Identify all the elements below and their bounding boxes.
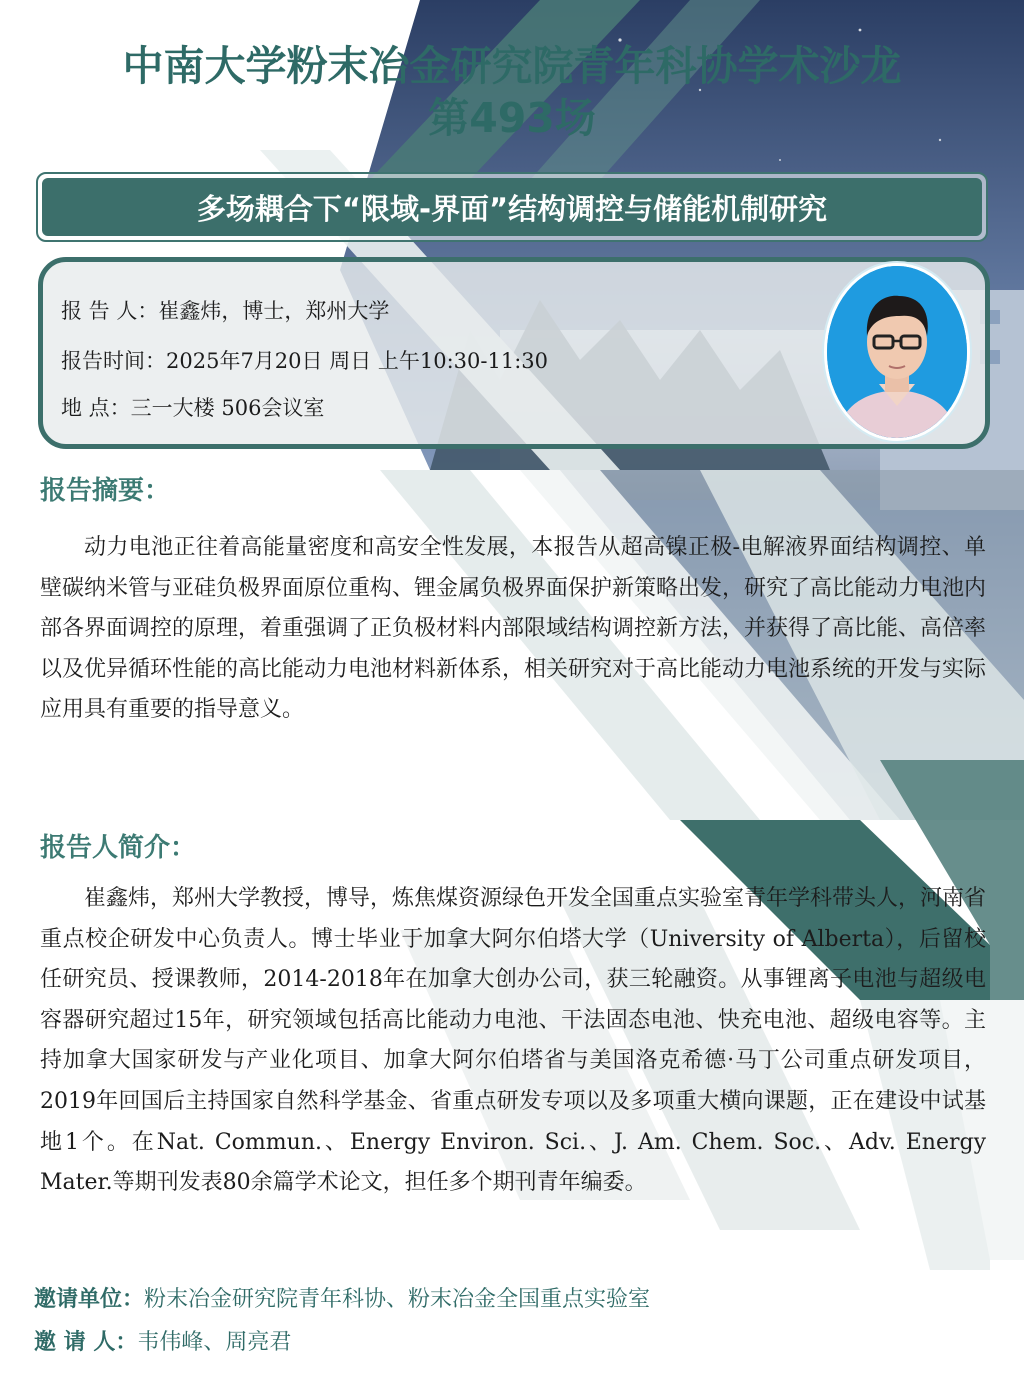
time-info: 报告时间：2025年7月20日 周日 上午10:30-11:30 — [61, 349, 549, 373]
inviter-value: 韦伟峰、周亮君 — [137, 1330, 292, 1355]
inviter — [34, 1325, 291, 1356]
inviting-organization — [34, 1282, 650, 1313]
topic-title: 多场耦合下“限域-界面”结构调控与储能机制研究 — [42, 178, 982, 236]
abstract-heading: 报告摘要： — [40, 476, 171, 506]
inviter-label: 邀 请 人： — [34, 1330, 138, 1355]
speaker-portrait — [827, 266, 967, 438]
bio-text: 崔鑫炜，郑州大学教授，博导，炼焦煤资源绿色开发全国重点实验室青年学科带头人，河南省重点校企研发中心负责人。博士毕业于加拿大阿尔伯塔大学（University of Alberta），后留校任研究员、授课教师，2014-2018年在加拿大创办公司，获三轮融资。从事锂离子电池与超级电容器研究超过15年，研究领域包括高比能动力电池、干法固态电池、快充电池、超级电容等。主持加拿大国家研发与产业化项目、加拿大阿尔伯塔省与美国洛克希德·马丁公司重点研发项目，2019年回国后主持国家自然科学基金、省重点研发专项以及多项重大横向课题，正在建设中试基地1个。在Nat. Commun.、Energy Environ. Sci.、J. Am. Chem. Soc.、Adv. Energy Mater.等期刊发表80余篇学术论文，担任多个期刊青年编委。 — [40, 886, 987, 1196]
poster-title: 中南大学粉末冶金研究院青年科协学术沙龙 — [122, 42, 902, 90]
topic-banner — [36, 172, 988, 242]
location-info: 地 点：三一大楼 506会议室 — [61, 396, 325, 420]
speaker-info: 报 告 人：崔鑫炜，博士，郑州大学 — [61, 299, 390, 323]
inviting-organization-value: 粉末冶金研究院青年科协、粉末冶金全国重点实验室 — [144, 1287, 651, 1312]
portrait-illustration — [827, 266, 967, 438]
inviting-organization-label: 邀请单位： — [34, 1287, 145, 1312]
session-number: 第493场 — [428, 94, 596, 142]
abstract-text: 动力电池正往着高能量密度和高安全性发展，本报告从超高镍正极-电解液界面结构调控、单壁碳纳米管与亚硅负极界面原位重构、锂金属负极界面保护新策略出发，研究了高比能动力电池内部各界面调控的原理，着重强调了正负极材料内部限域结构调控新方法，并获得了高比能、高倍率以及优异循环性能的高比能动力电池材料新体系，相关研究对于高比能动力电池系统的开发与实际应用具有重要的指导意义。 — [40, 535, 987, 723]
bio-heading: 报告人简介： — [40, 833, 197, 863]
